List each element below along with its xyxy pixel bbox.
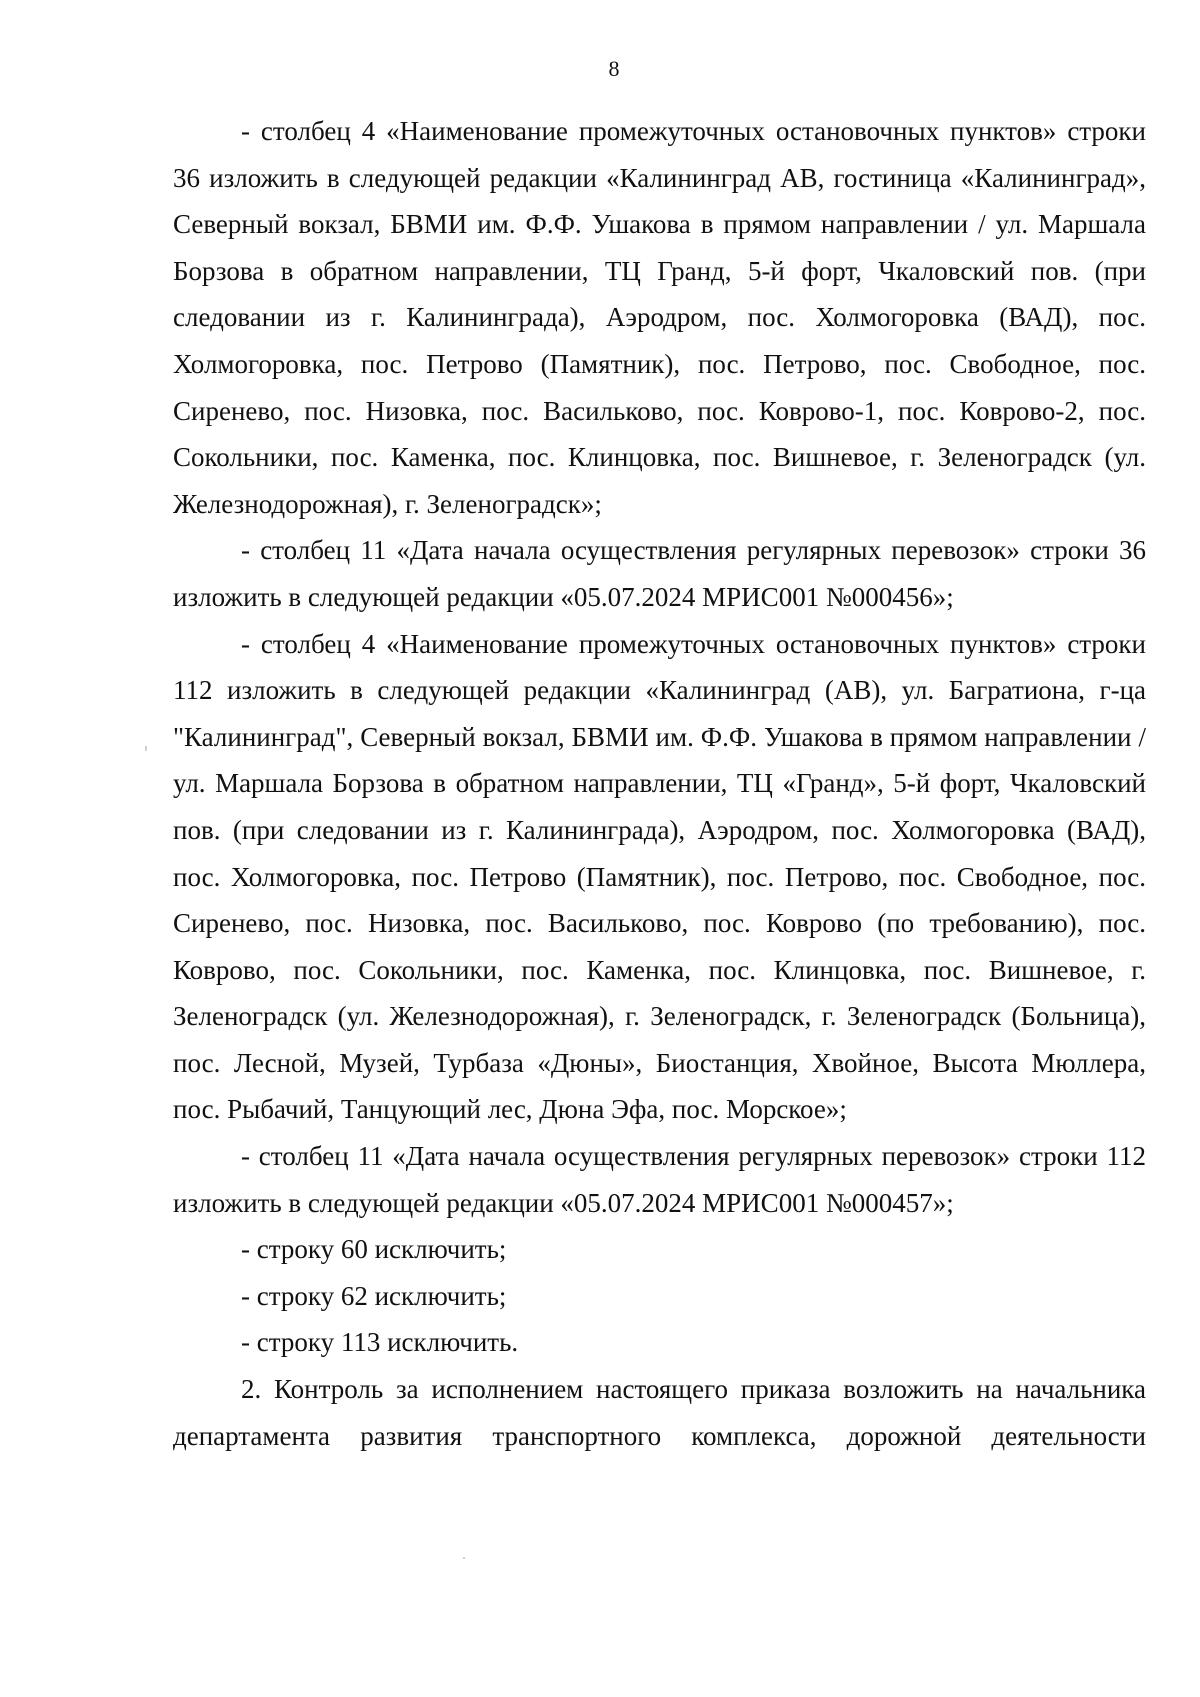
paragraph-column4-row36: - столбец 4 «Наименование промежуточных остановочных пунктов» строки 36 изложить в следующей редакции «Калининград АВ, гостиница «Калининград», Северный вокзал, БВМИ им. Ф.Ф. Ушакова в прямом направлении / ул. Маршала Борзова в обратном направлении, ТЦ Гранд, 5-й форт, Чкаловский пов. (при следовании из г. Калининграда), Аэродром, пос. Холмогоровка (ВАД), пос. Холмогоровка, пос. Петрово (Памятник), пос. Петрово, пос. Свободное, пос. Сиренево, пос. Низовка, пос. Васильково, пос. Коврово-1, пос. Коврово-2, пос. Сокольники, пос. Каменка, пос. Клинцовка, пос. Вишневое, г. Зеленоградск (ул. Железнодорожная), г. Зеленоградск»; bbox=[173, 116, 1146, 519]
paragraph-column4-row112: - столбец 4 «Наименование промежуточных остановочных пунктов» строки 112 изложить в следующей редакции «Калининград (АВ), ул. Багратиона, г-ца "Калининград", Северный вокзал, БВМИ им. Ф.Ф. Ушакова в прямом направлении / ул. Маршала Борзова в обратном направлении, ТЦ «Гранд», 5-й форт, Чкаловский пов. (при следовании из г. Калининграда), Аэродром, пос. Холмогоровка (ВАД), пос. Холмогоровка, пос. Петрово (Памятник), пос. Петрово, пос. Свободное, пос. Сиренево, пос. Низовка, пос. Васильково, пос. Коврово (по требованию), пос. Коврово, пос. Сокольники, пос. Каменка, пос. Клинцовка, пос. Вишневое, г. Зеленоградск (ул. Железнодорожная), г. Зеленоградск, г. Зеленоградск (Больница), пос. Лесной, Музей, Турбаза «Дюны», Биостанция, Хвойное, Высота Мюллера, пос. Рыбачий, Танцующий лес, Дюна Эфа, пос. Морское»; bbox=[173, 628, 1146, 1125]
paragraph-exclude-row60: - строку 60 исключить; bbox=[241, 1234, 507, 1265]
scan-mark bbox=[145, 746, 147, 751]
document-body bbox=[173, 108, 1146, 1459]
paragraph-exclude-row113: - строку 113 исключить. bbox=[241, 1327, 519, 1358]
paragraph-column11-row36: - столбец 11 «Дата начала осуществления регулярных перевозок» строки 36 изложить в следующей редакции «05.07.2024 МРИС001 №000456»; bbox=[173, 535, 1146, 612]
paragraph-exclude-row62: - строку 62 исключить; bbox=[241, 1280, 507, 1311]
scan-mark bbox=[463, 1557, 465, 1559]
paragraph-column11-row112: - столбец 11 «Дата начала осуществления регулярных перевозок» строки 112 изложить в следующей редакции «05.07.2024 МРИС001 №000457»; bbox=[173, 1141, 1146, 1218]
paragraph-control-clause: 2. Контроль за исполнением настоящего приказа возложить на начальника департамента развития транспортного комплекса, дорожной деятельности bbox=[173, 1374, 1146, 1451]
page-number: 8 bbox=[608, 56, 620, 81]
